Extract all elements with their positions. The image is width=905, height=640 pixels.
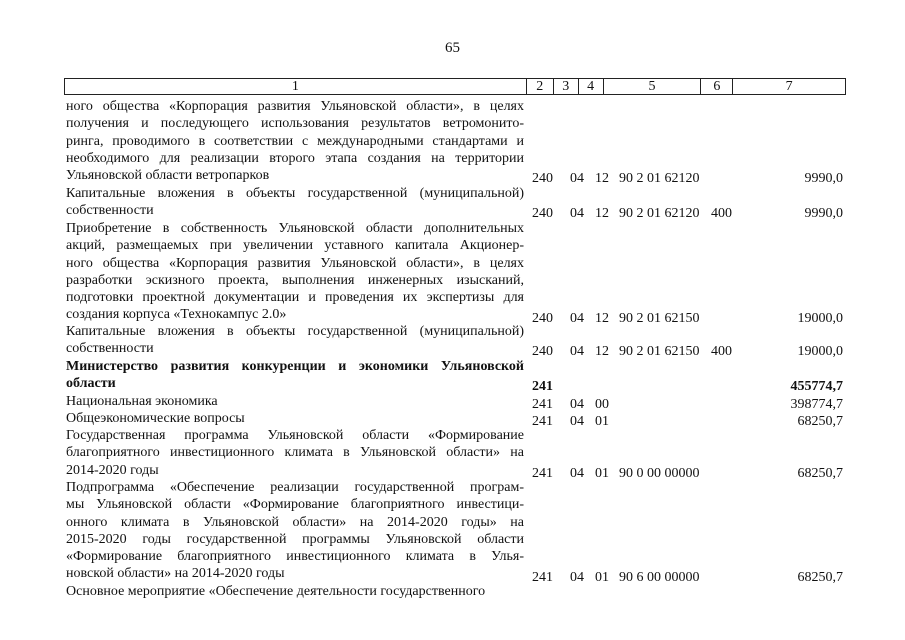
description-line: Общеэкономические вопросы	[66, 411, 245, 426]
row-description	[66, 185, 524, 220]
description-line: новской области» на 2014-2020 годы	[66, 566, 285, 582]
column-header-2: 2	[526, 79, 553, 94]
code-admin-cell: 241	[532, 379, 553, 395]
table-row	[0, 185, 905, 220]
code-subsection-cell: 01	[595, 414, 609, 429]
code-admin-cell: 241	[532, 569, 553, 585]
code-admin-cell: 241	[532, 397, 553, 412]
table-row	[0, 358, 905, 393]
code-target-cell: 90 2 01 62150	[619, 310, 700, 326]
description-line: ринга, проводимого в соответствии с международными стандартами и	[66, 133, 524, 149]
amount-cell: 9990,0	[804, 206, 843, 222]
description-line: акций, размещаемых при увеличении уставного капитала Акционер-	[66, 238, 524, 254]
code-subsection-cell: 01	[595, 465, 609, 481]
description-line: Подпрограмма «Обеспечение реализации государственной програм-	[66, 480, 524, 495]
code-subsection-cell: 12	[595, 310, 609, 326]
description-line: получения и последующего использования результатов ветромонито-	[66, 116, 524, 132]
table-row	[0, 393, 905, 410]
code-target-cell: 90 2 01 62150	[619, 344, 700, 360]
column-header-1: 1	[291, 79, 299, 94]
description-line: ного общества «Корпорация развития Ульяновской области», в целях	[66, 99, 524, 114]
table-row	[0, 583, 905, 600]
column-header-5: 5	[603, 79, 701, 94]
description-line: 2015-2020 годы государственной программы Ульяновской области	[66, 531, 524, 547]
description-line: 2014-2020 годы	[66, 462, 159, 478]
description-line: собственности	[66, 341, 154, 357]
description-line: Национальная экономика	[66, 394, 218, 409]
code-section-cell: 04	[570, 397, 584, 412]
amount-cell: 19000,0	[797, 310, 843, 326]
amount-cell: 9990,0	[804, 171, 843, 187]
description-line: Основное мероприятие «Обеспечение деятельности государственного	[66, 584, 486, 599]
table-row	[0, 427, 905, 479]
description-line: необходимого для реализации второго этапа создания на территории	[66, 150, 524, 166]
amount-cell: 68250,7	[797, 414, 843, 429]
amount-cell: 68250,7	[797, 465, 843, 481]
code-subsection-cell: 12	[595, 344, 609, 360]
description-line: ного общества «Корпорация развития Ульяновской области», в целях	[66, 255, 524, 271]
description-line: Министерство развития конкуренции и экономики Ульяновской	[66, 359, 524, 374]
column-header-4: 4	[578, 79, 603, 94]
amount-cell: 68250,7	[797, 569, 843, 585]
code-admin-cell: 241	[532, 465, 553, 481]
column-header-7: 7	[732, 79, 845, 94]
code-admin-cell: 241	[532, 414, 553, 429]
description-line: онного климата в Ульяновской области» на 2014-2020 годы» на	[66, 514, 524, 530]
code-expense-type-cell: 400	[711, 344, 732, 360]
description-line: мы Ульяновской области «Формирование благоприятного инвестици-	[66, 497, 524, 513]
table-row	[0, 323, 905, 358]
column-header-6: 6	[700, 79, 732, 94]
code-subsection-cell: 01	[595, 569, 609, 585]
description-line: подготовки проектной документации и проведения их экспертизы для	[66, 290, 524, 306]
description-line: благоприятного инвестиционного климата в Ульяновской области» на	[66, 445, 524, 461]
table-row	[0, 220, 905, 324]
description-line: Капитальные вложения в объекты государственной (муниципальной)	[66, 186, 524, 201]
code-admin-cell: 240	[532, 344, 553, 360]
code-target-cell: 90 6 00 00000	[619, 569, 700, 585]
description-line: создания корпуса «Технокампус 2.0»	[66, 307, 287, 323]
row-description	[66, 98, 524, 184]
table-row	[0, 479, 905, 583]
code-subsection-cell: 00	[595, 397, 609, 412]
row-description	[66, 410, 524, 427]
code-subsection-cell: 12	[595, 206, 609, 222]
code-section-cell: 04	[570, 569, 584, 585]
row-description	[66, 323, 524, 358]
description-line: Государственная программа Ульяновской области «Формирование	[66, 428, 524, 443]
code-target-cell: 90 0 00 00000	[619, 465, 700, 481]
amount-cell: 398774,7	[790, 397, 843, 412]
description-line: Капитальные вложения в объекты государственной (муниципальной)	[66, 324, 524, 339]
table-row	[0, 410, 905, 427]
description-line: области	[66, 376, 116, 392]
amount-cell: 19000,0	[797, 344, 843, 360]
row-description	[66, 427, 524, 479]
code-admin-cell: 240	[532, 206, 553, 222]
description-line: Приобретение в собственность Ульяновской области дополнительных	[66, 221, 524, 236]
row-description	[66, 583, 524, 600]
row-description	[66, 220, 524, 324]
code-target-cell: 90 2 01 62120	[619, 171, 700, 187]
row-description	[66, 479, 524, 583]
code-section-cell: 04	[570, 206, 584, 222]
code-section-cell: 04	[570, 344, 584, 360]
description-line: Ульяновской области ветропарков	[66, 168, 270, 184]
code-section-cell: 04	[570, 171, 584, 187]
code-section-cell: 04	[570, 414, 584, 429]
table-header	[64, 78, 846, 95]
code-section-cell: 04	[570, 310, 584, 326]
row-description	[66, 358, 524, 393]
amount-cell: 455774,7	[790, 379, 843, 395]
code-target-cell: 90 2 01 62120	[619, 206, 700, 222]
description-line: разработки эскизного проекта, выполнения инженерных изысканий,	[66, 272, 524, 288]
code-expense-type-cell: 400	[711, 206, 732, 222]
page-number: 65	[445, 40, 460, 56]
description-line: «Формирование благоприятного инвестиционного климата в Улья-	[66, 549, 524, 565]
code-section-cell: 04	[570, 465, 584, 481]
column-header-3: 3	[553, 79, 578, 94]
row-description	[66, 393, 524, 410]
code-subsection-cell: 12	[595, 171, 609, 187]
table-row	[0, 98, 905, 185]
description-line: собственности	[66, 203, 154, 219]
code-admin-cell: 240	[532, 310, 553, 326]
code-admin-cell: 240	[532, 171, 553, 187]
